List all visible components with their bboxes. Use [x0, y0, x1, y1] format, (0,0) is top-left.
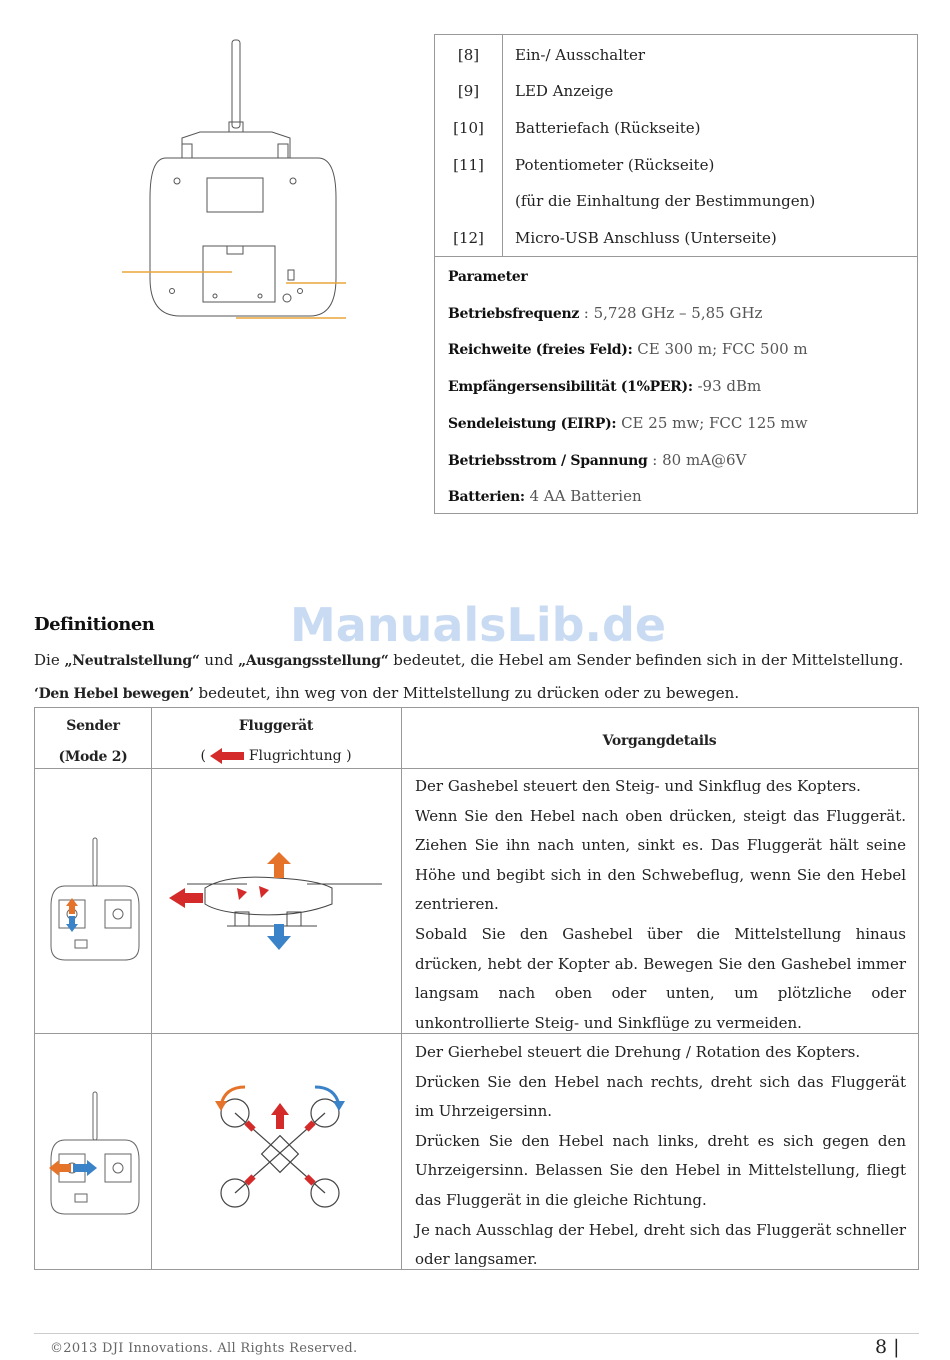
part-label: Ein-/ Ausschalter: [515, 46, 646, 64]
part-number: [12]: [453, 229, 484, 247]
transmitter-throttle-illustration: [49, 836, 141, 966]
parameter-row: Betriebsstrom / Spannung : 80 mA@6V: [448, 451, 747, 469]
parts-table: [434, 34, 918, 514]
part-number: [9]: [457, 82, 480, 100]
part-label: Batteriefach (Rückseite): [515, 119, 701, 137]
transmitter-back-illustration: [110, 38, 360, 328]
part-label: Potentiometer (Rückseite): [515, 156, 715, 174]
part-number: [8]: [457, 46, 480, 64]
header-sender: Sender (Mode 2): [58, 718, 128, 765]
part-label: LED Anzeige: [515, 82, 614, 100]
definition-line-1: Die „Neutralstellung“ und „Ausgangsstellung“ bedeutet, die Hebel am Sender befinden sich in der Mittelstellung.: [34, 651, 904, 669]
parameter-row: Sendeleistung (EIRP): CE 25 mw; FCC 125 mw: [448, 414, 808, 432]
parameter-row: Empfängersensibilität (1%PER): -93 dBm: [448, 377, 762, 395]
footer-copyright: ©2013 DJI Innovations. All Rights Reserved.: [50, 1341, 358, 1356]
definitions-title: Definitionen: [34, 614, 155, 635]
aircraft-top-yaw-illustration: [205, 1073, 355, 1218]
parameter-row: Batterien: 4 AA Batterien: [448, 487, 642, 505]
parameters-title: Parameter: [448, 269, 528, 285]
parameter-row: Betriebsfrequenz : 5,728 GHz – 5,85 GHz: [448, 304, 763, 322]
aircraft-side-throttle-illustration: [167, 848, 389, 953]
part-label: (für die Einhaltung der Bestimmungen): [515, 192, 816, 210]
part-number: [10]: [453, 119, 484, 137]
detail-yaw: Der Gierhebel steuert die Drehung / Rotation des Kopters. Drücken Sie den Hebel nach rechts, dreht sich das Fluggerät im Uhrzeigersinn. Drücken Sie den Hebel nach links, dreht es sich gegen den Uhrzeigersinn. Belassen Sie den Hebel in Mittelstellung, fliegt das Fluggerät in die gleiche Richtung. Je nach Ausschlag der Hebel, dreht sich das Fluggerät schneller oder langsamer.: [415, 1043, 906, 1269]
detail-throttle: Der Gashebel steuert den Steig- und Sinkflug des Kopters. Wenn Sie den Hebel nach oben drücken, steigt das Fluggerät. Ziehen Sie ihn nach unten, sinkt es. Das Fluggerät hält seine Höhe und begibt sich in den Schwebeflug, wenn Sie den Hebel zentrieren. Sobald Sie den Gashebel über die Mittelstellung hinaus drücken, hebt der Kopter ab. Bewegen Sie den Gashebel immer langsam nach oben oder unten, um plötzliche oder unkontrollierte Steig- und Sinkflüge zu vermeiden.: [415, 777, 906, 1032]
parameter-row: Reichweite (freies Feld): CE 300 m; FCC 500 m: [448, 340, 808, 358]
part-number: [11]: [453, 156, 484, 174]
flight-direction-arrow-icon: [210, 748, 244, 764]
definition-line-2: ‘Den Hebel bewegen’ bedeutet, ihn weg von der Mittelstellung zu drücken oder zu bewegen.: [34, 684, 740, 702]
control-table: [34, 707, 919, 1270]
transmitter-yaw-illustration: [49, 1090, 141, 1220]
header-details: Vorgangdetails: [602, 733, 717, 749]
page-number: 8 |: [875, 1336, 900, 1358]
watermark: ManualsLib.de: [290, 598, 667, 652]
part-label: Micro-USB Anschluss (Unterseite): [515, 229, 777, 247]
footer-divider: [34, 1333, 919, 1334]
header-aircraft: Fluggerät ( Flugrichtung ): [200, 718, 352, 764]
